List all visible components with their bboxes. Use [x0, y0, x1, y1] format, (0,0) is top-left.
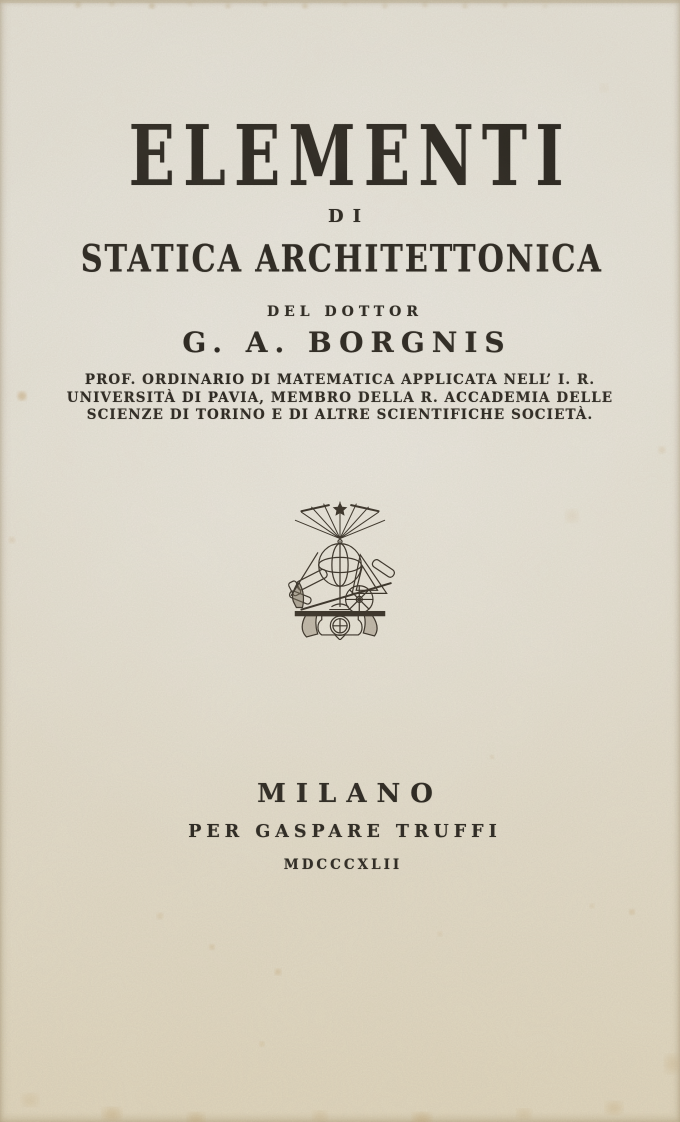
book-title — [0, 109, 680, 206]
printer-emblem — [270, 498, 410, 640]
imprint-publisher: PER GASPARE TRUFFI — [188, 822, 502, 842]
byline-prefix: DEL DOTTOR — [266, 304, 424, 320]
pedestal-medallion — [318, 616, 362, 640]
book-subtitle-text: STATICA ARCHITETTONICA — [80, 237, 604, 281]
book-title-text: ELEMENTI — [128, 109, 572, 206]
affiliation-line-2: UNIVERSITÀ DI PAVIA, MEMBRO DELLA R. ACCADEMIA DELLE — [66, 389, 614, 406]
map-drape-left — [302, 616, 317, 637]
map-drape-right — [363, 616, 377, 636]
imprint-year: MDCCCXLII — [283, 857, 403, 873]
affiliation-line-3: SCIENZE DI TORINO E DI ALTRE SCIENTIFICHE SOCIETÀ. — [86, 407, 594, 423]
affiliation-line-1: PROF. ORDINARIO DI MATEMATICA APPLICATA NELL’ I. R. — [84, 372, 596, 388]
wheel-icon — [346, 586, 373, 613]
title-connector: DI — [327, 206, 371, 227]
author-affiliation — [0, 372, 680, 425]
statue-figure — [293, 583, 304, 607]
imprint-city: MILANO — [257, 779, 443, 809]
book-subtitle — [0, 237, 680, 281]
author-name: G. A. BORGNIS — [182, 326, 512, 359]
